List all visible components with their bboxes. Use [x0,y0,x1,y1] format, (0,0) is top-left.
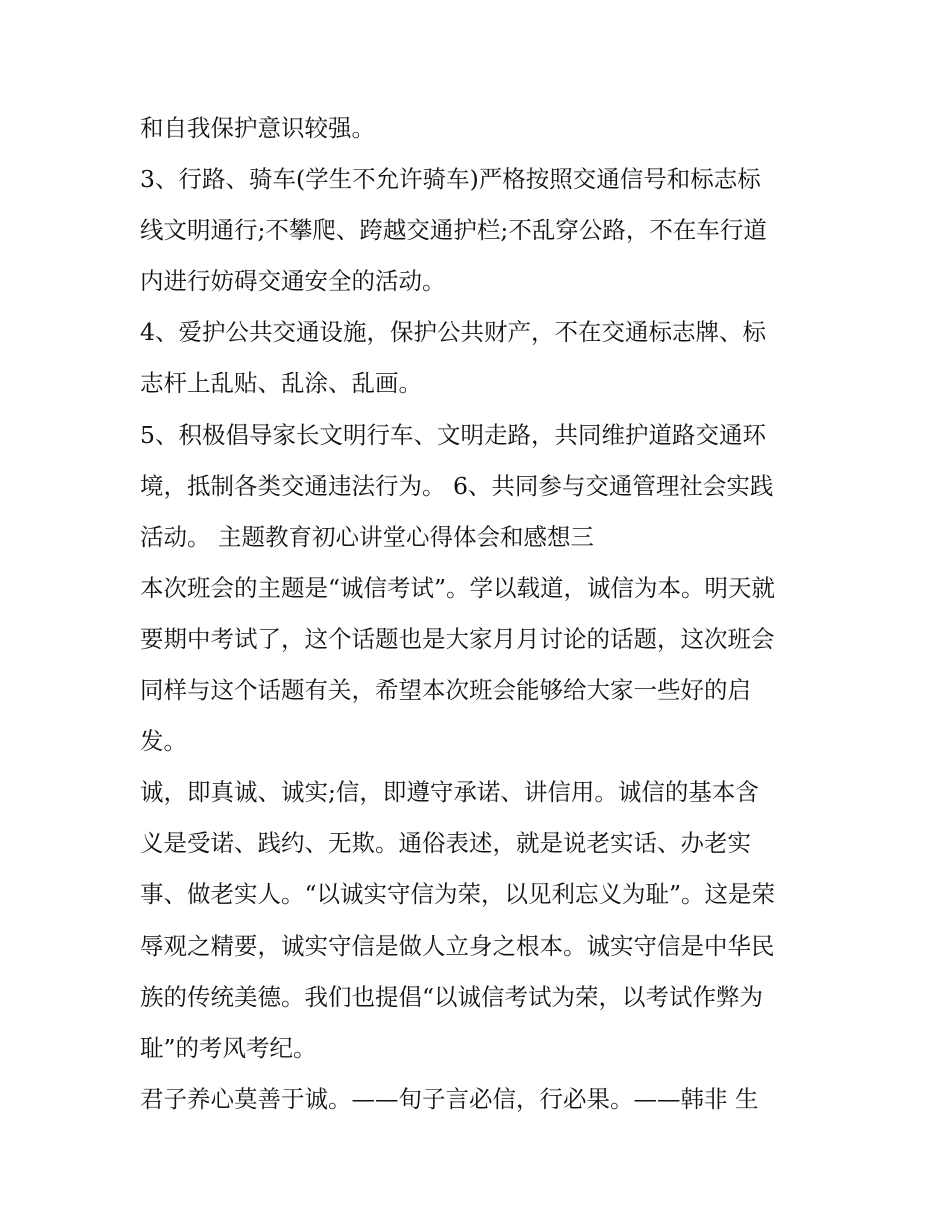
text-line: 内进行妨碍交通安全的活动。 [140,267,446,296]
text-line: 志杆上乱贴、乱涂、乱画。 [140,369,422,398]
text-line: 本次班会的主题是“诚信考试”。学以载道，诚信为本。明天就 [140,573,776,602]
text-line: 义是受诺、践约、无欺。通俗表述，就是说老实话、办老实 [140,829,751,858]
text-line: 境，抵制各类交通违法行为。 6、共同参与交通管理社会实践 [140,471,774,500]
text-line: 诚，即真诚、诚实;信，即遵守承诺、讲信用。诚信的基本含 [140,778,759,807]
text-line: 活动。 主题教育初心讲堂心得体会和感想三 [140,522,594,551]
document-body [140,103,830,1125]
text-line: 4、爱护公共交通设施，保护公共财产，不在交通标志牌、标 [140,318,766,347]
text-line: 族的传统美德。我们也提倡“以诚信考试为荣，以考试作弊为 [140,982,764,1011]
text-line: 要期中考试了，这个话题也是大家月月讨论的话题，这次班会 [140,624,775,653]
text-line: 事、做老实人。“以诚实守信为荣，以见利忘义为耻”。这是荣 [140,880,776,909]
text-line: 线文明通行;不攀爬、跨越交通护栏;不乱穿公路，不在车行道 [140,216,767,245]
text-line: 5、积极倡导家长文明行车、文明走路，共同维护道路交通环 [140,420,766,449]
text-line: 3、行路、骑车(学生不允许骑车)严格按照交通信号和标志标 [140,165,761,194]
text-line: 同样与这个话题有关，希望本次班会能够给大家一些好的启 [140,676,751,705]
text-line: 君子养心莫善于诚。——旬子言必信，行必果。——韩非 生 [140,1084,759,1113]
text-line: 辱观之精要，诚实守信是做人立身之根本。诚实守信是中华民 [140,931,775,960]
text-line: 和自我保护意识较强。 [140,114,375,142]
text-line: 耻”的考风考纪。 [140,1033,317,1062]
text-line: 发。 [140,727,187,756]
